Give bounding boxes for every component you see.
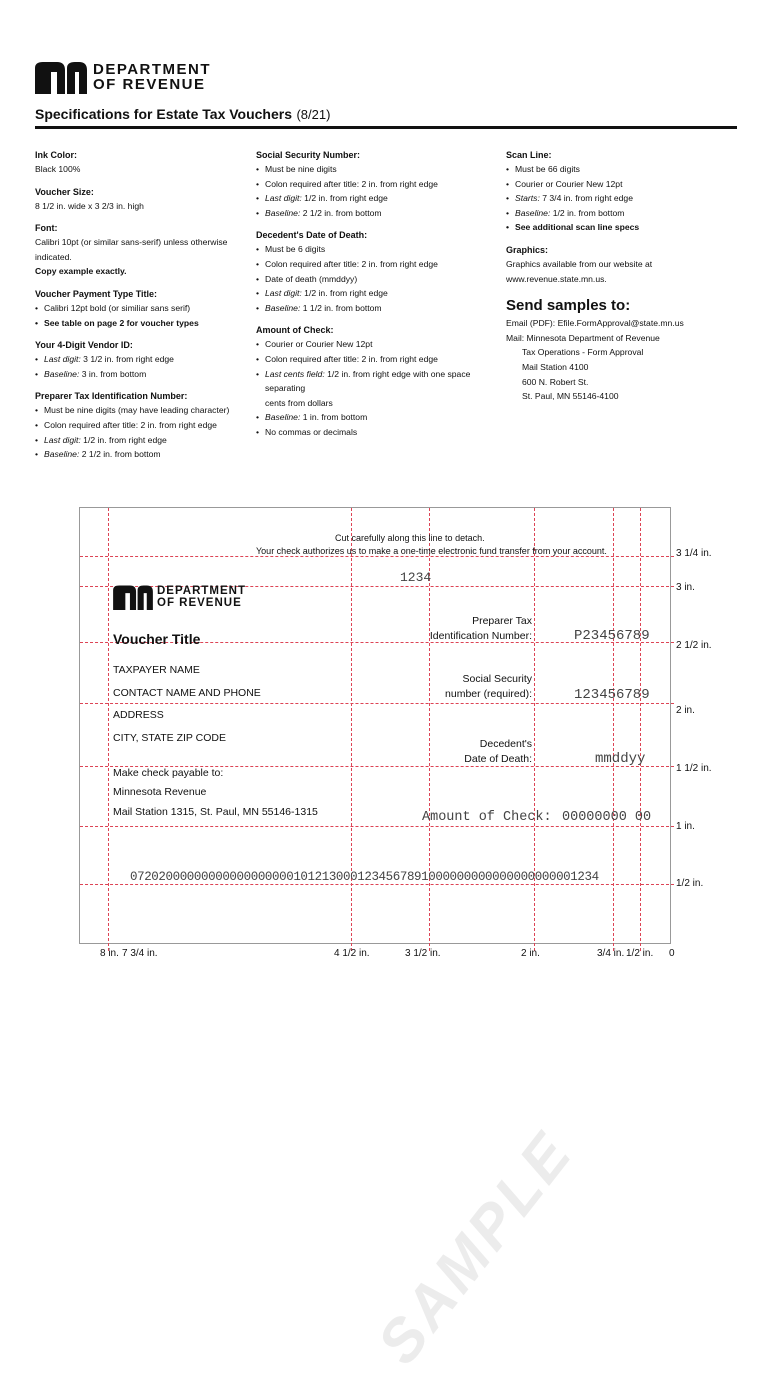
guide-line — [351, 508, 352, 951]
text-voucher-ssn_label2: number (required): — [445, 688, 532, 700]
text-col3-scan_4a: Baseline: — [515, 207, 551, 218]
text-rulers-b7: 1/2 in. — [626, 948, 654, 959]
text-col2-amt_3c: cents from dollars — [265, 397, 333, 408]
guide-line — [640, 508, 641, 951]
text-col2-amt_4a: Baseline: — [265, 412, 301, 423]
text-col3-scan_5: • See additional scan line specs — [506, 220, 738, 235]
spec-column-2 — [256, 148, 488, 440]
text-col1-vendor_1a: Last digit: — [44, 354, 81, 365]
ptin-value: P23456789 — [574, 628, 650, 644]
text-voucher-taxpayer: TAXPAYER NAME — [113, 664, 200, 676]
text-col2-dod_1: • Must be 6 digits — [256, 242, 488, 257]
text-col1-vendor_2b: 3 in. from bottom — [79, 368, 147, 379]
text-rulers-r3: 2 1/2 in. — [676, 640, 712, 651]
text-col1-ptin_4b: 2 1/2 in. from bottom — [79, 449, 161, 460]
text-voucher-payable2: Minnesota Revenue — [113, 786, 207, 798]
text-voucher-city: CITY, STATE ZIP CODE — [113, 732, 226, 744]
text-voucher-logo_line1: DEPARTMENT — [157, 585, 247, 597]
text-col3-email: Email (PDF): Efile.FormApproval@state.mn.us — [506, 318, 684, 329]
text-col2-ssn_3b: 1/2 in. from right edge — [301, 193, 388, 204]
text-voucher-logo_line2: OF REVENUE — [157, 597, 242, 609]
text-col3-scan_4b: 1/2 in. from bottom — [550, 207, 625, 218]
text-col3-mail4: 600 N. Robert St. — [522, 376, 589, 387]
text-col3-graphics_h: Graphics: — [506, 244, 549, 255]
text-col3-scan_2: • Courier or Courier New 12pt — [506, 177, 738, 192]
text-voucher-ptin_label1: Preparer Tax — [472, 615, 532, 627]
mn-logo-icon — [113, 584, 153, 610]
text-col2-ssn_h: Social Security Number: — [256, 150, 361, 160]
voucher-title: Voucher Title — [113, 631, 201, 647]
text-voucher-payable1: Make check payable to: — [113, 767, 224, 779]
text-col2-amt_2: • Colon required after title: 2 in. from right edge — [256, 352, 488, 367]
guide-line — [613, 508, 614, 951]
guide-line — [80, 884, 674, 885]
text-col1-size_v: 8 1/2 in. wide x 3 2/3 in. high — [35, 200, 144, 211]
text-col1-ptin_1: • Must be nine digits (may have leading character) — [35, 403, 245, 418]
text-rulers-b6: 3/4 in. — [597, 948, 625, 959]
revenue-logo — [35, 60, 211, 94]
text-voucher-address: ADDRESS — [113, 709, 164, 721]
text-col3-mail5: St. Paul, MN 55146-4100 — [522, 391, 619, 402]
text-col1-ptin_4a: Baseline: — [44, 449, 80, 460]
text-col1-vendor_h: Your 4-Digit Vendor ID: — [35, 340, 133, 351]
text-col2-dod_2: • Colon required after title: 2 in. from right edge — [256, 257, 488, 272]
text-col1-vendor_2a: Baseline: — [44, 368, 80, 379]
mn-logo-icon — [35, 60, 87, 94]
sample-watermark: SAMPLE — [364, 1118, 586, 1377]
text-voucher-contact: CONTACT NAME AND PHONE — [113, 687, 261, 699]
text-col2-ssn_2: • Colon required after title: 2 in. from right edge — [256, 177, 488, 192]
text-col1-vendor_1b: 3 1/2 in. from right edge — [80, 354, 174, 365]
text-rulers-r4: 2 in. — [676, 705, 695, 716]
text-header-title: Specifications for Estate Tax Vouchers — [35, 106, 293, 122]
dod-value: mmddyy — [595, 751, 646, 767]
text-col1-ptin_3b: 1/2 in. from right edge — [80, 434, 167, 445]
text-col2-amt_1: • Courier or Courier New 12pt — [256, 337, 488, 352]
text-rulers-r7: 1/2 in. — [676, 878, 704, 889]
guide-line — [534, 508, 535, 951]
guide-line — [80, 826, 674, 827]
text-voucher-cut2: Your check authorizes us to make a one-time electronic fund transfer from your account. — [256, 546, 607, 556]
text-col1-ink_v: Black 100% — [35, 164, 81, 174]
text-col2-amt_5: • No commas or decimals — [256, 425, 488, 440]
text-col2-amt_h: Amount of Check: — [256, 325, 334, 336]
text-col3-graphics_v: Graphics available from our website at www.revenue.state.mn.us. — [506, 258, 653, 284]
text-col2-dod_5a: Baseline: — [265, 302, 301, 313]
text-voucher-cut1: Cut carefully along this line to detach. — [335, 533, 485, 543]
text-col2-ssn_1: • Must be nine digits — [256, 162, 488, 177]
text-col1-vpt_2: • See table on page 2 for voucher types — [35, 316, 245, 331]
text-voucher-dod_label1: Decedent's — [479, 738, 532, 750]
page-title — [35, 106, 737, 129]
send-samples-heading: Send samples to: — [506, 297, 631, 315]
text-col2-ssn_4b: 2 1/2 in. from bottom — [300, 207, 382, 218]
text-rulers-b3: 4 1/2 in. — [334, 948, 370, 959]
text-col3-scan_3b: 7 3/4 in. from right edge — [539, 193, 633, 204]
text-col2-dod_4a: Last digit: — [265, 288, 302, 299]
text-col3-scan_3a: Starts: — [515, 193, 540, 204]
text-col3-mail1: Mail: Minnesota Department of Revenue — [506, 332, 660, 343]
text-rulers-b5: 2 in. — [521, 948, 540, 959]
voucher-logo — [113, 584, 246, 610]
amount-label: Amount of Check: — [422, 810, 552, 825]
guide-line — [80, 556, 674, 557]
text-col3-mail2: Tax Operations - Form Approval — [522, 347, 644, 358]
text-col2-ssn_3a: Last digit: — [265, 193, 302, 204]
text-col1-font_v2: indicated. — [35, 251, 72, 262]
text-col1-ptin_h: Preparer Tax Identification Number: — [35, 391, 188, 402]
text-col1-size_h: Voucher Size: — [35, 186, 94, 197]
text-col1-font_v3: Copy example exactly. — [35, 266, 127, 277]
text-rulers-b2: 7 3/4 in. — [122, 948, 158, 959]
text-col3-scan_h: Scan Line: — [506, 150, 552, 160]
scan-line: 072020000000000000000001012130001234567891000000000000000000001234 — [130, 870, 599, 884]
text-col1-vpt_1: • Calibri 12pt bold (or similiar sans serif) — [35, 301, 245, 316]
text-header-logo_line2: OF REVENUE — [93, 76, 206, 93]
spec-column-1 — [35, 148, 245, 462]
amount-value: 00000000 00 — [562, 810, 652, 825]
text-rulers-b8: 0 — [669, 948, 675, 959]
text-rulers-r6: 1 in. — [676, 821, 695, 832]
text-rulers-b4: 3 1/2 in. — [405, 948, 441, 959]
spec-column-3 — [506, 148, 738, 404]
text-header-title_date: (8/21) — [296, 107, 331, 122]
text-col2-amt_3b: 1/2 in. from right edge with one space separating — [265, 368, 471, 394]
text-col1-ink_h: Ink Color: — [35, 150, 77, 160]
vendor-id: 1234 — [400, 570, 432, 585]
logo-text — [93, 62, 211, 92]
text-col1-vpt_h: Voucher Payment Type Title: — [35, 288, 158, 299]
text-col2-dod_h: Decedent's Date of Death: — [256, 230, 368, 241]
text-col2-amt_4b: 1 in. from bottom — [300, 412, 368, 423]
text-col2-dod_3: • Date of death (mmddyy) — [256, 272, 488, 287]
text-col3-mail3: Mail Station 4100 — [522, 361, 589, 372]
text-rulers-r1: 3 1/4 in. — [676, 548, 712, 559]
text-voucher-ssn_label1: Social Security — [462, 673, 532, 685]
text-header-logo_line1: DEPARTMENT — [93, 61, 212, 78]
text-col2-dod_4b: 1/2 in. from right edge — [301, 288, 388, 299]
text-col1-ptin_2: • Colon required after title: 2 in. from right edge — [35, 418, 245, 433]
text-col1-ptin_3a: Last digit: — [44, 434, 81, 445]
guide-line — [108, 508, 109, 951]
text-rulers-b1: 8 in. — [100, 948, 119, 959]
text-col3-scan_1: • Must be 66 digits — [506, 162, 738, 177]
ssn-value: 123456789 — [574, 687, 650, 703]
text-col2-ssn_4a: Baseline: — [265, 207, 301, 218]
text-rulers-r5: 1 1/2 in. — [676, 763, 712, 774]
text-voucher-payable3: Mail Station 1315, St. Paul, MN 55146-1315 — [113, 806, 318, 818]
guide-line — [80, 703, 674, 704]
text-col1-font_v1: Calibri 10pt (or similar sans-serif) unless otherwise — [35, 237, 228, 248]
text-voucher-ptin_label2: Identification Number: — [429, 630, 532, 642]
text-voucher-dod_label2: Date of Death: — [464, 753, 532, 765]
text-col2-dod_5b: 1 1/2 in. from bottom — [300, 302, 382, 313]
text-rulers-r2: 3 in. — [676, 582, 695, 593]
text-col2-amt_3a: Last cents field: — [265, 368, 325, 379]
text-col1-font_h: Font: — [35, 223, 58, 234]
